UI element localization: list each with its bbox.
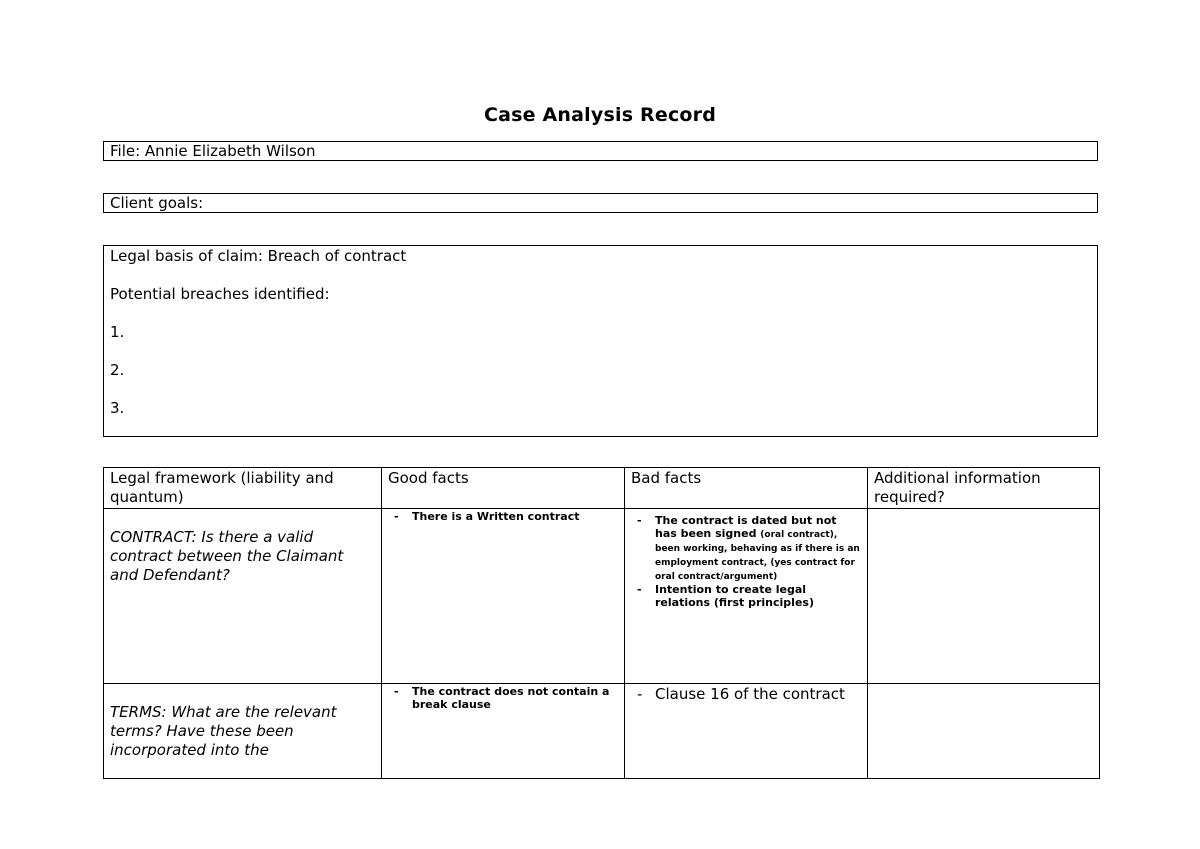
legal-basis-section: [103, 245, 1098, 437]
breach-item: 1.: [110, 323, 125, 341]
breach-item: 2.: [110, 361, 125, 379]
table-row: [104, 509, 1100, 684]
header-bad-facts: Bad facts: [625, 468, 868, 509]
list-item: - Clause 16 of the contract: [631, 685, 861, 704]
bad-fact-main: The contract is dated but not has been signed: [655, 514, 837, 540]
framework-cell: [104, 684, 382, 779]
framework-cell: [104, 509, 382, 684]
additional-info-cell: [868, 509, 1100, 684]
breaches-heading: Potential breaches identified:: [110, 285, 330, 303]
header-legal-framework: Legal framework (liability and quantum): [104, 468, 382, 509]
list-item: [631, 514, 861, 583]
table-row: [104, 684, 1100, 779]
bad-fact-detail: (oral contract), been working, behaving as if there is an employment contract, (yes contract for oral contract/argument): [655, 530, 860, 582]
good-facts-cell: [382, 509, 625, 684]
list-item: - Intention to create legal relations (first principles): [631, 583, 861, 609]
header-good-facts: Good facts: [382, 468, 625, 509]
page-title: Case Analysis Record: [483, 104, 717, 126]
list-item: - The contract does not contain a break clause: [388, 685, 618, 711]
framework-question: TERMS: What are the relevant terms? Have these been incorporated into the: [110, 703, 337, 759]
bad-facts-cell: [625, 509, 868, 684]
good-facts-cell: [382, 684, 625, 779]
header-additional-info: Additional information required?: [868, 468, 1100, 509]
analysis-table: [103, 467, 1100, 779]
legal-basis-claim: Legal basis of claim: Breach of contract: [110, 247, 407, 265]
framework-question: CONTRACT: Is there a valid contract between the Claimant and Defendant?: [110, 528, 344, 584]
additional-info-cell: [868, 684, 1100, 779]
breach-item: 3.: [110, 399, 125, 417]
list-item: - There is a Written contract: [388, 510, 618, 523]
bad-facts-cell: [625, 684, 868, 779]
table-header-row: [104, 468, 1100, 509]
file-field: File: Annie Elizabeth Wilson: [103, 141, 1098, 161]
client-goals-field: Client goals:: [103, 193, 1098, 213]
